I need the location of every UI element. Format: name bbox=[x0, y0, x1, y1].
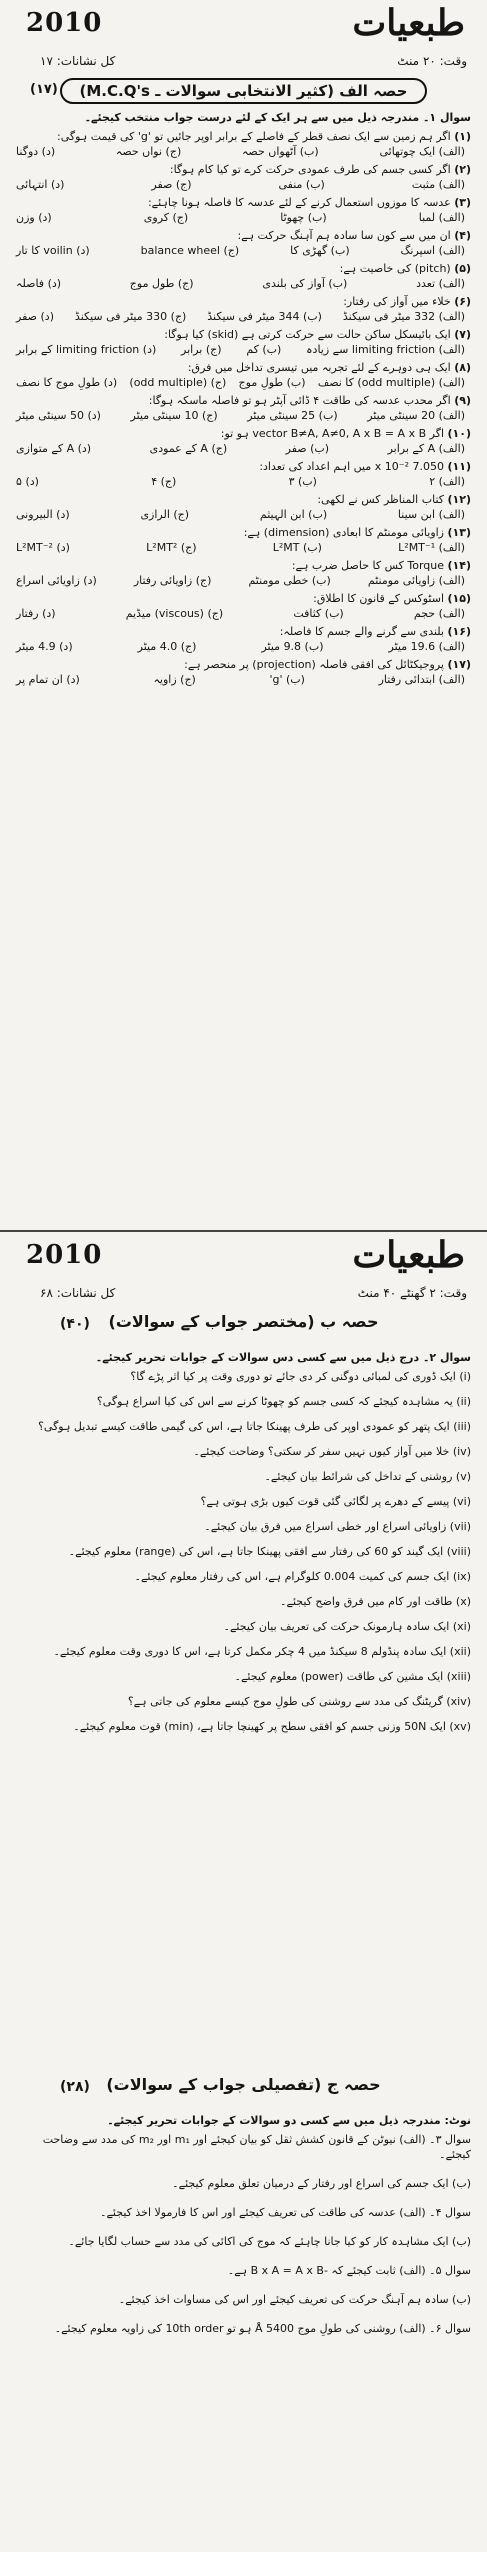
mcq-question bbox=[0, 162, 487, 177]
mcq-question-number: (۱۷) bbox=[447, 658, 471, 671]
mcq-option: (الف) ۲ bbox=[429, 475, 465, 488]
mcq-option: (الف) مثبت bbox=[411, 178, 465, 191]
paper-subject-2: طبعیات bbox=[352, 1234, 465, 1276]
mcq-option: (ب) منفی bbox=[278, 178, 325, 191]
written-paper bbox=[0, 1232, 487, 2496]
mcq-option: (د) ان تمام پر bbox=[16, 673, 80, 686]
mcq-option: (ب) چھوٹا bbox=[280, 211, 327, 224]
mcq-question-number: (۲) bbox=[454, 163, 471, 176]
mcq-question-text: Torque کس کا حاصل ضرب ہے: bbox=[291, 559, 444, 572]
mcq-option: (ج) (odd multiple) bbox=[129, 376, 227, 389]
mcq-question-text: ایک ہی دوہرے کے لئے تجربہ میں تیسری تداخل میں فرق: bbox=[187, 361, 451, 374]
mcq-option: (ج) الرازی bbox=[140, 508, 190, 521]
section-c-label: حصہ ج (تفصیلی جواب کے سوالات) bbox=[106, 2075, 381, 2094]
long-question: سوال ۳۔ (الف) نیوٹن کے قانون کشش ثقل کو بیان کیجئے اور m₁ اور m₂ کی مدد سے وضاحت کیجئے۔ bbox=[42, 2133, 471, 2161]
short-question: (xiv) گریٹنگ کی مدد سے روشنی کی طولِ موج کیسے معلوم کی جاتی ہے؟ bbox=[127, 1695, 471, 1708]
mcq-option: (الف) 332 میٹر فی سیکنڈ bbox=[342, 310, 465, 323]
mcq-option: (ب) 344 میٹر فی سیکنڈ bbox=[207, 310, 322, 323]
mcq-option: (الف) لمبا bbox=[418, 211, 465, 224]
mcq-question-number: (۹) bbox=[454, 394, 471, 407]
paper-meta bbox=[0, 52, 487, 74]
section-c-instruction: نوٹ: مندرجہ ذیل میں سے کسی دو سوالات کے جوابات تحریر کیجئے۔ bbox=[107, 2114, 471, 2127]
mcq-question bbox=[0, 525, 487, 540]
long-question: سوال ۴۔ (الف) عدسہ کی طاقت کی تعریف کیجئے اور اس کا فارمولا اخذ کیجئے۔ bbox=[100, 2206, 471, 2219]
mcq-option: (د) A کے متوازی bbox=[16, 442, 92, 455]
long-question: (ب) ایک جسم کی اسراع اور رفتار کے درمیان تعلق معلوم کیجئے۔ bbox=[172, 2177, 471, 2190]
mcq-option: (ج) 10 سینٹی میٹر bbox=[130, 409, 218, 422]
mcq-option: (الف) حجم bbox=[413, 607, 465, 620]
mcq-option: (ب) 'g' bbox=[269, 673, 305, 686]
mcq-option: (ب) صفر bbox=[285, 442, 330, 455]
mcq-question-text: اگر vector B≠A, A≠0, A x B = A x B ہو تو: bbox=[220, 427, 444, 440]
mcq-options bbox=[0, 276, 487, 294]
mcq-option: (ج) طول موج bbox=[129, 277, 194, 290]
mcq-question-number: (۱) bbox=[454, 130, 471, 143]
mcq-option: (ب) طولِ موج bbox=[238, 376, 306, 389]
section-b-marks: (۴۰) bbox=[60, 1316, 90, 1332]
mcq-option: (د) 50 سینٹی میٹر bbox=[16, 409, 101, 422]
mcq-option: (د) وزن bbox=[16, 211, 52, 224]
section-a-heading bbox=[0, 74, 487, 108]
short-question: (iv) خلا میں آواز کیوں نہیں سفر کر سکتی؟ وضاحت کیجئے۔ bbox=[193, 1445, 471, 1458]
mcq-question-number: (۱۵) bbox=[447, 592, 471, 605]
short-question: (ii) یہ مشاہدہ کیجئے کہ کسی جسم کو چھوٹا کرنے سے اس کی کیا اسراع ہوگی؟ bbox=[96, 1395, 471, 1408]
mcq-option: (ج) برابر bbox=[181, 343, 222, 356]
mcq-options bbox=[0, 672, 487, 690]
paper-header bbox=[0, 0, 487, 52]
mcq-option: (د) limiting friction کے برابر bbox=[16, 343, 157, 356]
mcq-question bbox=[0, 657, 487, 672]
mcq-option: (د) 4.9 میٹر bbox=[16, 640, 73, 653]
mcq-question-text: ایک بائیسکل ساکن حالت سے حرکت کرتی ہے (skid) کیا ہوگا: bbox=[164, 328, 451, 341]
mcq-question-text: اگر کسی جسم کی طرف عمودی حرکت کرے تو کیا کام ہوگا: bbox=[169, 163, 451, 176]
paper-total-marks: کل نشانات: ۱۷ bbox=[40, 54, 116, 68]
mcq-option: (ب) ۳ bbox=[288, 475, 317, 488]
mcq-option: (د) ۵ bbox=[16, 475, 39, 488]
mcq-options bbox=[0, 177, 487, 195]
mcq-options bbox=[0, 540, 487, 558]
mcq-list bbox=[0, 129, 487, 1247]
mcq-question-number: (۱۳) bbox=[447, 526, 471, 539]
mcq-question-text: (pitch) کی خاصیت ہے: bbox=[339, 262, 451, 275]
mcq-option: (د) voilin کا تار bbox=[16, 244, 90, 257]
mcq-option: (د) طولِ موج کا نصف bbox=[16, 376, 118, 389]
section-c-marks: (۲۸) bbox=[60, 2079, 90, 2095]
mcq-option: (ب) گھڑی کا bbox=[290, 244, 350, 257]
long-question: (ب) سادہ ہم آہنگ حرکت کی تعریف کیجئے اور اس کی مساوات اخذ کیجئے۔ bbox=[118, 2293, 471, 2306]
mcq-question-number: (۱۶) bbox=[447, 625, 471, 638]
mcq-option: (ج) 4.0 میٹر bbox=[137, 640, 197, 653]
short-question: (v) روشنی کے تداخل کی شرائط بیان کیجئے۔ bbox=[264, 1470, 471, 1483]
mcq-question-number: (۴) bbox=[454, 229, 471, 242]
mcq-option: (ج) balance wheel bbox=[140, 244, 240, 257]
mcq-question bbox=[0, 624, 487, 639]
mcq-question-text: خلاء میں آواز کی رفتار: bbox=[343, 295, 451, 308]
paper-year: 2010 bbox=[26, 8, 103, 38]
section-b-instruction: سوال ۲۔ درج ذیل میں سے کسی دس سوالات کے جوابات تحریر کیجئے۔ bbox=[95, 1351, 471, 1364]
mcq-option: (الف) 19.6 میٹر bbox=[388, 640, 465, 653]
mcq-question bbox=[0, 591, 487, 606]
mcq-option: (ج) کروی bbox=[143, 211, 189, 224]
mcq-option: (ج) (viscous) میڈیم bbox=[125, 607, 224, 620]
mcq-option: (ج) A کے عمودی bbox=[149, 442, 228, 455]
mcq-question bbox=[0, 360, 487, 375]
mcq-option: (الف) زاویائی مومنٹم bbox=[367, 574, 465, 587]
mcq-question-text: اگر ہم زمین سے ایک نصف قطر کے فاصلے کے برابر اوپر جائیں تو 'g' کی قیمت ہوگی: bbox=[56, 130, 451, 143]
paper-time: وقت: ۲۰ منٹ bbox=[397, 54, 467, 68]
mcq-option: (الف) limiting friction سے زیادہ bbox=[306, 343, 465, 356]
mcq-option: (ب) آواز کی بلندی bbox=[262, 277, 348, 290]
mcq-option: (ج) L²MT² bbox=[146, 541, 197, 554]
mcq-options bbox=[0, 375, 487, 393]
mcq-question bbox=[0, 327, 487, 342]
mcq-options bbox=[0, 474, 487, 492]
mcq-question-number: (۷) bbox=[454, 328, 471, 341]
mcq-option: (د) فاصلہ bbox=[16, 277, 62, 290]
short-question: (xv) ایک 50N وزنی جسم کو افقی سطح پر کھینچا جاتا ہے، (min) قوت معلوم کیجئے۔ bbox=[73, 1720, 471, 1733]
mcq-question bbox=[0, 459, 487, 474]
mcq-option: (ب) کم bbox=[246, 343, 282, 356]
mcq-option: (د) انتہائی bbox=[16, 178, 65, 191]
mcq-question-number: (۱۴) bbox=[447, 559, 471, 572]
short-question: (x) طاقت اور کام میں فرق واضح کیجئے۔ bbox=[280, 1595, 471, 1608]
mcq-option: (الف) اسپرنگ bbox=[400, 244, 465, 257]
short-question: (ix) ایک جسم کی کمیت 0.004 کلوگرام ہے، اس کی رفتار معلوم کیجئے۔ bbox=[134, 1570, 471, 1583]
mcq-question-text: اگر محدب عدسہ کی طاقت ۴ ڈائی آپٹر ہو تو فاصلہ ماسکہ ہوگا: bbox=[148, 394, 451, 407]
mcq-question-number: (۳) bbox=[454, 196, 471, 209]
mcq-question-text: اسٹوکس کے قانون کا اطلاق: bbox=[313, 592, 444, 605]
mcq-question-number: (۱۲) bbox=[447, 493, 471, 506]
section-b-heading bbox=[0, 1312, 487, 1342]
short-question: (iii) ایک پتھر کو عمودی اوپر کی طرف پھینکا جاتا ہے، اس کی گیمی طاقت کیسے تبدیل ہوگی؟ bbox=[38, 1420, 471, 1433]
mcq-question-number: (۵) bbox=[454, 262, 471, 275]
mcq-option: (الف) 20 سینٹی میٹر bbox=[367, 409, 465, 422]
long-question: سوال ۶۔ (الف) روشنی کی طولِ موج 5400 Å ہو تو 10th order کی زاویہ معلوم کیجئے۔ bbox=[54, 2322, 471, 2335]
mcq-paper bbox=[0, 0, 487, 1230]
mcq-question-text: کتاب المناظر کس نے لکھی: bbox=[317, 493, 444, 506]
short-question: (vii) زاویائی اسراع اور خطی اسراع میں فرق بیان کیجئے۔ bbox=[204, 1520, 471, 1533]
mcq-option: (ج) 330 میٹر فی سیکنڈ bbox=[74, 310, 187, 323]
mcq-question bbox=[0, 294, 487, 309]
mcq-option: (الف) L²MT⁻¹ bbox=[398, 541, 465, 554]
mcq-option: (د) البیرونی bbox=[16, 508, 70, 521]
mcq-question-number: (۶) bbox=[454, 295, 471, 308]
mcq-option: (ب) 25 سینٹی میٹر bbox=[247, 409, 338, 422]
mcq-option: (الف) (odd multiple) کا نصف bbox=[317, 376, 465, 389]
mcq-option: (د) دوگنا bbox=[16, 145, 56, 158]
mcq-question-number: (۱۱) bbox=[447, 460, 471, 473]
mcq-question-text: پروجیکٹائل کی افقی فاصلہ (projection) پر منحصر ہے: bbox=[184, 658, 444, 671]
mcq-option: (ج) ۴ bbox=[151, 475, 177, 488]
mcq-option: (الف) ابتدائی رفتار bbox=[378, 673, 465, 686]
short-question: (xi) ایک سادہ ہارمونک حرکت کی تعریف بیان کیجئے۔ bbox=[223, 1620, 471, 1633]
mcq-option: (ب) ابن الہیثم bbox=[259, 508, 328, 521]
section-b-label: حصہ ب (مختصر جواب کے سوالات) bbox=[108, 1312, 379, 1331]
mcq-option: (ب) خطی مومنٹم bbox=[248, 574, 331, 587]
mcq-option: (ج) نواں حصہ bbox=[115, 145, 182, 158]
mcq-question-text: 7.050 x 10⁻² میں اہم اعداد کی تعداد: bbox=[259, 460, 444, 473]
short-question-list bbox=[0, 1369, 487, 2069]
mcq-question-number: (۸) bbox=[454, 361, 471, 374]
mcq-option: (د) رفتار bbox=[16, 607, 56, 620]
short-question: (xii) ایک سادہ پنڈولم 8 سیکنڈ میں 4 چکر مکمل کرتا ہے، اس کا دوری وقت معلوم کیجئے۔ bbox=[53, 1645, 471, 1658]
section-a-marks: (۱۷) bbox=[30, 82, 58, 97]
mcq-options bbox=[0, 639, 487, 657]
mcq-option: (الف) A کے برابر bbox=[387, 442, 465, 455]
mcq-question-text: زاویائی مومنٹم کا ابعادی (dimension) ہے: bbox=[243, 526, 444, 539]
long-question: سوال ۵۔ (الف) ثابت کیجئے کہ -B x A = A x B ہے۔ bbox=[227, 2264, 471, 2277]
mcq-option: (د) زاویائی اسراع bbox=[16, 574, 97, 587]
mcq-question-number: (۱۰) bbox=[447, 427, 471, 440]
mcq-question bbox=[0, 195, 487, 210]
mcq-option: (د) L²MT⁻² bbox=[16, 541, 70, 554]
mcq-question bbox=[0, 492, 487, 507]
mcq-option: (ج) صفر bbox=[151, 178, 192, 191]
long-question: (ب) ایک مشاہدہ کار کو کیا جانا چاہئے کہ موج کی اکائی کی مدد سے حساب لگایا جائے۔ bbox=[68, 2235, 471, 2248]
section-c-heading bbox=[0, 2075, 487, 2105]
mcq-options bbox=[0, 441, 487, 459]
short-question: (i) ایک ڈوری کی لمبائی دوگنی کر دی جائے تو دوری وقت پر کیا اثر پڑے گا؟ bbox=[130, 1370, 471, 1383]
long-question-list bbox=[0, 2132, 487, 2552]
mcq-question-text: ان میں سے کون سا سادہ ہم آہنگ حرکت ہے: bbox=[237, 229, 451, 242]
paper-header-2 bbox=[0, 1232, 487, 1284]
mcq-question bbox=[0, 393, 487, 408]
mcq-options bbox=[0, 144, 487, 162]
mcq-options bbox=[0, 606, 487, 624]
mcq-question bbox=[0, 558, 487, 573]
mcq-option: (ب) L²MT bbox=[272, 541, 322, 554]
paper-year-2: 2010 bbox=[26, 1240, 103, 1270]
mcq-option: (ج) زاویہ bbox=[153, 673, 196, 686]
mcq-question-text: عدسہ کا موزوں استعمال کرنے کے لئے عدسہ کا فاصلہ ہونا چاہئے: bbox=[147, 196, 451, 209]
mcq-option: (الف) ابن سینا bbox=[397, 508, 465, 521]
mcq-options bbox=[0, 210, 487, 228]
mcq-options bbox=[0, 243, 487, 261]
mcq-option: (ب) 9.8 میٹر bbox=[261, 640, 324, 653]
mcq-options bbox=[0, 309, 487, 327]
mcq-options bbox=[0, 408, 487, 426]
mcq-option: (د) صفر bbox=[16, 310, 54, 323]
short-question: (vi) پیسے کے دھرے پر لگائی گئی قوت کیوں بڑی ہوتی ہے؟ bbox=[200, 1495, 471, 1508]
short-question: (viii) ایک گیند کو 60 کی رفتار سے افقی پھینکا جاتا ہے، اس کی (range) معلوم کیجئے۔ bbox=[68, 1545, 471, 1558]
mcq-option: (ب) آٹھواں حصہ bbox=[241, 145, 319, 158]
mcq-option: (ج) زاویائی رفتار bbox=[133, 574, 212, 587]
mcq-question bbox=[0, 261, 487, 276]
paper-subject: طبعیات bbox=[352, 2, 465, 44]
mcq-options bbox=[0, 507, 487, 525]
mcq-option: (الف) ایک چوتھائی bbox=[379, 145, 465, 158]
section-a-label: حصہ الف (کثیر الانتخابی سوالات ـ M.C.Q's) bbox=[60, 78, 428, 104]
mcq-question bbox=[0, 129, 487, 144]
mcq-question-text: بلندی سے گرنے والے جسم کا فاصلہ: bbox=[279, 625, 444, 638]
paper-time-2: وقت: ۲ گھنٹے ۴۰ منٹ bbox=[357, 1286, 467, 1300]
mcq-option: (الف) تعدد bbox=[416, 277, 465, 290]
short-question: (xiii) ایک مشین کی طاقت (power) معلوم کیجئے۔ bbox=[234, 1670, 471, 1683]
paper-total-marks-2: کل نشانات: ۶۸ bbox=[40, 1286, 116, 1300]
mcq-question bbox=[0, 426, 487, 441]
paper-meta-2 bbox=[0, 1284, 487, 1306]
mcq-options bbox=[0, 342, 487, 360]
mcq-question bbox=[0, 228, 487, 243]
section-a-instruction: سوال ۱۔ مندرجہ ذیل میں سے ہر ایک کے لئے درست جواب منتخب کیجئے۔ bbox=[84, 111, 471, 124]
mcq-options bbox=[0, 573, 487, 591]
mcq-option: (ب) کثافت bbox=[293, 607, 344, 620]
